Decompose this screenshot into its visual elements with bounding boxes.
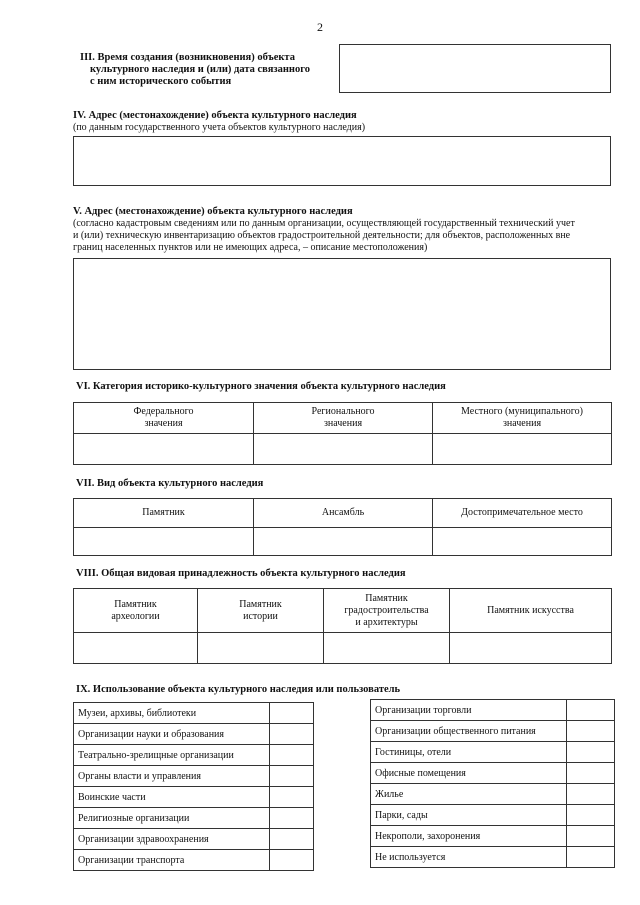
usage-checkbox[interactable] bbox=[567, 784, 615, 805]
section-9-title: IX. Использование объекта культурного наследия или пользователь bbox=[76, 684, 401, 695]
category-local-cell[interactable] bbox=[433, 434, 612, 465]
usage-checkbox[interactable] bbox=[270, 766, 314, 787]
usage-row bbox=[74, 808, 314, 829]
usage-label: Органы власти и управления bbox=[74, 766, 270, 787]
usage-label: Религиозные организации bbox=[74, 808, 270, 829]
usage-checkbox[interactable] bbox=[567, 847, 615, 868]
usage-checkbox[interactable] bbox=[270, 703, 314, 724]
usage-label: Музеи, архивы, библиотеки bbox=[74, 703, 270, 724]
usage-label: Организации науки и образования bbox=[74, 724, 270, 745]
usage-table-left bbox=[73, 702, 314, 871]
usage-row bbox=[371, 805, 615, 826]
usage-checkbox[interactable] bbox=[567, 763, 615, 784]
section-6-title: VI. Категория историко-культурного значения объекта культурного наследия bbox=[76, 381, 446, 392]
category-local-header: Местного (муниципального) значения bbox=[433, 403, 612, 434]
affiliation-archaeology-cell[interactable] bbox=[74, 633, 198, 664]
usage-checkbox[interactable] bbox=[270, 787, 314, 808]
usage-row bbox=[74, 766, 314, 787]
usage-label: Офисные помещения bbox=[371, 763, 567, 784]
usage-row bbox=[371, 700, 615, 721]
section-8-title: VIII. Общая видовая принадлежность объекта культурного наследия bbox=[76, 568, 406, 579]
section-5-title: V. Адрес (местонахождение) объекта культурного наследия bbox=[73, 206, 353, 217]
category-federal-cell[interactable] bbox=[74, 434, 254, 465]
usage-row bbox=[371, 826, 615, 847]
type-landmark-header: Достопримечательное место bbox=[433, 499, 612, 528]
type-monument-header: Памятник bbox=[74, 499, 254, 528]
usage-checkbox[interactable] bbox=[567, 742, 615, 763]
usage-row bbox=[371, 847, 615, 868]
usage-row bbox=[371, 721, 615, 742]
affiliation-history-header: Памятник истории bbox=[198, 589, 324, 633]
usage-label: Организации транспорта bbox=[74, 850, 270, 871]
usage-checkbox[interactable] bbox=[567, 721, 615, 742]
usage-row bbox=[74, 850, 314, 871]
usage-checkbox[interactable] bbox=[270, 724, 314, 745]
section-4-subtitle: (по данным государственного учета объектов культурного наследия) bbox=[73, 122, 366, 133]
section-7-title: VII. Вид объекта культурного наследия bbox=[76, 478, 264, 489]
affiliation-history-cell[interactable] bbox=[198, 633, 324, 664]
usage-checkbox[interactable] bbox=[270, 745, 314, 766]
usage-row bbox=[74, 703, 314, 724]
usage-label: Некрополи, захоронения bbox=[371, 826, 567, 847]
affiliation-architecture-header: Памятник градостроительства и архитектуры bbox=[324, 589, 450, 633]
usage-label: Театрально-зрелищные организации bbox=[74, 745, 270, 766]
section-5-subtitle: (согласно кадастровым сведениям или по данным организации, осуществляющей государственный технический учет и (или) техническую инвентаризацию объектов градостроительной деятельности; для объектов, расположенных вне границ населенных пунктов или не имеющих адреса, – описание местоположения) bbox=[73, 218, 575, 253]
affiliation-table bbox=[73, 588, 612, 664]
section-3-title: III. Время создания (возникновения) объекта культурного наследия и (или) дата связанного с ним исторического события bbox=[80, 52, 310, 87]
page-number: 2 bbox=[317, 20, 323, 34]
type-ensemble-header: Ансамбль bbox=[254, 499, 433, 528]
usage-checkbox[interactable] bbox=[270, 850, 314, 871]
affiliation-architecture-cell[interactable] bbox=[324, 633, 450, 664]
category-regional-cell[interactable] bbox=[254, 434, 433, 465]
usage-row bbox=[371, 763, 615, 784]
usage-label: Не используется bbox=[371, 847, 567, 868]
category-federal-header: Федерального значения bbox=[74, 403, 254, 434]
type-landmark-cell[interactable] bbox=[433, 528, 612, 556]
usage-label: Гостиницы, отели bbox=[371, 742, 567, 763]
usage-row bbox=[74, 745, 314, 766]
usage-checkbox[interactable] bbox=[567, 700, 615, 721]
usage-row bbox=[74, 829, 314, 850]
address-cadastral-field[interactable] bbox=[73, 258, 611, 370]
usage-row bbox=[371, 742, 615, 763]
category-regional-header: Регионального значения bbox=[254, 403, 433, 434]
usage-label: Воинские части bbox=[74, 787, 270, 808]
usage-row bbox=[74, 724, 314, 745]
type-monument-cell[interactable] bbox=[74, 528, 254, 556]
address-state-record-field[interactable] bbox=[73, 136, 611, 186]
usage-label: Парки, сады bbox=[371, 805, 567, 826]
usage-checkbox[interactable] bbox=[567, 826, 615, 847]
category-table bbox=[73, 402, 612, 465]
usage-label: Жилье bbox=[371, 784, 567, 805]
usage-checkbox[interactable] bbox=[567, 805, 615, 826]
usage-table-right bbox=[370, 699, 615, 868]
affiliation-archaeology-header: Памятник археологии bbox=[74, 589, 198, 633]
usage-label: Организации здравоохранения bbox=[74, 829, 270, 850]
usage-label: Организации торговли bbox=[371, 700, 567, 721]
usage-row bbox=[74, 787, 314, 808]
type-ensemble-cell[interactable] bbox=[254, 528, 433, 556]
usage-label: Организации общественного питания bbox=[371, 721, 567, 742]
type-table bbox=[73, 498, 612, 556]
affiliation-art-cell[interactable] bbox=[450, 633, 612, 664]
creation-date-field[interactable] bbox=[339, 44, 611, 93]
usage-row bbox=[371, 784, 615, 805]
section-4-title: IV. Адрес (местонахождение) объекта культурного наследия bbox=[73, 110, 357, 121]
affiliation-art-header: Памятник искусства bbox=[450, 589, 612, 633]
usage-checkbox[interactable] bbox=[270, 808, 314, 829]
usage-checkbox[interactable] bbox=[270, 829, 314, 850]
